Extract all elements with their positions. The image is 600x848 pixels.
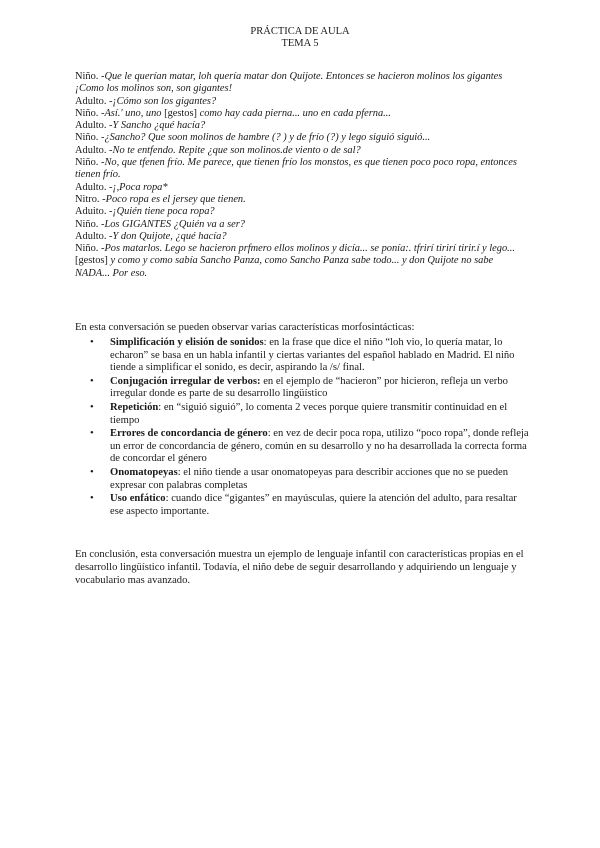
feature-list xyxy=(75,337,530,519)
speech-text: ¡Cómo son los gigantes? xyxy=(112,95,217,107)
speaker-label: Niño. - xyxy=(75,71,105,82)
bullet-icon: • xyxy=(90,428,94,440)
stage-direction: [gestos] xyxy=(75,255,108,267)
bullet-icon: • xyxy=(90,337,94,348)
feature-term: Uso enfático xyxy=(110,493,166,505)
speaker-label: Adulto. - xyxy=(75,144,113,156)
speech-text: Que le querían matar, loh quería matar don Quijote. Entonces se hacieron molinos los gigantes ¡Como los molinos son, son gigantes! xyxy=(75,71,503,95)
feature-description: : el niño tiende a usar onomatopeyas para describir acciones que no se pueden expresar con palabras completas xyxy=(110,466,509,491)
speaker-label: Niño. - xyxy=(75,218,105,230)
list-item xyxy=(90,466,530,492)
document-header xyxy=(0,26,600,50)
dialog-line xyxy=(75,206,525,218)
speech-text: Y don Quijote, ¿qué hacía? xyxy=(112,230,227,242)
dialog-line xyxy=(75,120,525,132)
feature-description: : en vez de decir poca ropa, utilizo “poco ropa”, donde refleja un error de concordancia de género, común en su desarrollo y no ha desarrollada la correcta forma de concordar el género xyxy=(110,428,529,465)
feature-term: Conjugación irregular de verbos: xyxy=(110,375,261,387)
dialog-line xyxy=(75,145,525,157)
speaker-label: Niño. - xyxy=(75,243,105,255)
speech-text: No, que tfenen frío. Me parece, que tienen frío los monstos, es que tienen poco poco ropa, entonces tienen frío. xyxy=(75,157,517,181)
dialog-line xyxy=(75,182,525,194)
speech-text: No te entfendo. Repite ¿que son molinos.de viento o de sal? xyxy=(112,144,361,156)
document-title: PRÁCTICA DE AULA xyxy=(250,26,350,37)
stage-direction: [gestos] xyxy=(164,107,198,119)
speaker-label: Adulto. - xyxy=(75,181,113,193)
list-item xyxy=(90,493,530,518)
list-item xyxy=(90,375,530,401)
bullet-icon: • xyxy=(90,466,94,478)
speech-text: Los GIGANTES ¿Quién va a ser? xyxy=(104,218,245,230)
feature-description: : en “siguió siguió”, lo comenta 2 veces porque quiere transmitir continuidad en el tiempo xyxy=(110,401,508,426)
speaker-label: Niño. - xyxy=(75,132,105,144)
speech-text: ¡Quién tiene poca ropa? xyxy=(112,206,215,218)
speech-text: Poco ropa es el jersey que tienen. xyxy=(105,193,246,205)
speech-text: Y Sancho ¿qué hacía? xyxy=(112,120,206,132)
speaker-label: Niño. - xyxy=(75,157,105,169)
dialog-line xyxy=(75,231,525,243)
speech-text: ¿Sancho? Que soon molinos de hambre (? ) y de frío (?) y lego siguió siguió... xyxy=(104,132,431,144)
feature-description: : cuando dice “gigantes” en mayúsculas, quiere la atención del adulto, para resaltar ese aspecto importante. xyxy=(110,493,517,517)
speaker-label: Adulto. - xyxy=(75,120,113,132)
dialog-line xyxy=(75,108,525,120)
speech-text-tail: como hay cada pierna... uno en cada pferna... xyxy=(197,107,391,119)
bullet-icon: • xyxy=(90,375,94,387)
speech-text: Pos matarlos. Lego se hacieron prfmero ellos molinos y dicía... se ponía:. tfrirí tirirí tirir.í y lego... xyxy=(104,243,515,255)
speech-text: Así.' uno, uno xyxy=(104,107,165,119)
bullet-icon: • xyxy=(90,401,94,413)
speaker-label: Nitro. - xyxy=(75,193,106,205)
bullet-icon: • xyxy=(90,493,94,505)
feature-term: Onomatopeyas xyxy=(110,466,178,478)
feature-term: Repetición xyxy=(110,401,159,413)
analysis-intro: En esta conversación se pueden observar varias características morfosintácticas: xyxy=(75,322,415,333)
dialog-line xyxy=(75,243,525,280)
list-item xyxy=(90,337,530,375)
feature-term: Errores de concordancia de género xyxy=(110,428,268,440)
speech-text: ¡,Poca ropa* xyxy=(112,181,168,193)
dialog-line xyxy=(75,96,525,108)
speaker-label: Aduito. - xyxy=(75,206,113,218)
dialog-line xyxy=(75,219,525,231)
feature-term: Simplificación y elisión de sonidos xyxy=(110,337,264,348)
dialog-line xyxy=(75,132,525,144)
feature-description: en el ejemplo de “hacieron” por hicieron, refleja un verbo irregular donde es parte de su desarrollo lingüístico xyxy=(110,375,508,400)
speaker-label: Adulto. - xyxy=(75,95,113,107)
list-item xyxy=(90,428,530,466)
speech-text-tail: y como y como sabía Sancho Panza, como Sancho Panza sabe todo... y don Quijote no sabe NADA... Por eso. xyxy=(75,255,494,279)
list-item xyxy=(90,401,530,427)
dialog-line xyxy=(75,157,525,182)
speaker-label: Adulto. - xyxy=(75,230,113,242)
feature-description: : en la frase que dice el niño “loh vio, lo quería matar, lo echaron” se basa en un habla infantil y ciertas variantes del español hablado en Madrid. El niño tiende a simplificar el sonido, es decir, aspirando la /s/ final. xyxy=(110,337,515,374)
document-subtitle: TEMA 5 xyxy=(281,38,319,49)
dialog-line xyxy=(75,194,525,206)
conclusion-paragraph: En conclusión, esta conversación muestra un ejemplo de lenguaje infantil con características propias en el desarrollo lingüístico infantil. Todavía, el niño debe de seguir desarrollando y adquiriendo un lenguaje y vocabulario mas avanzado. xyxy=(75,549,524,586)
speaker-label: Niño. - xyxy=(75,107,105,119)
dialog-line xyxy=(75,71,525,96)
dialog-transcript xyxy=(75,71,525,280)
